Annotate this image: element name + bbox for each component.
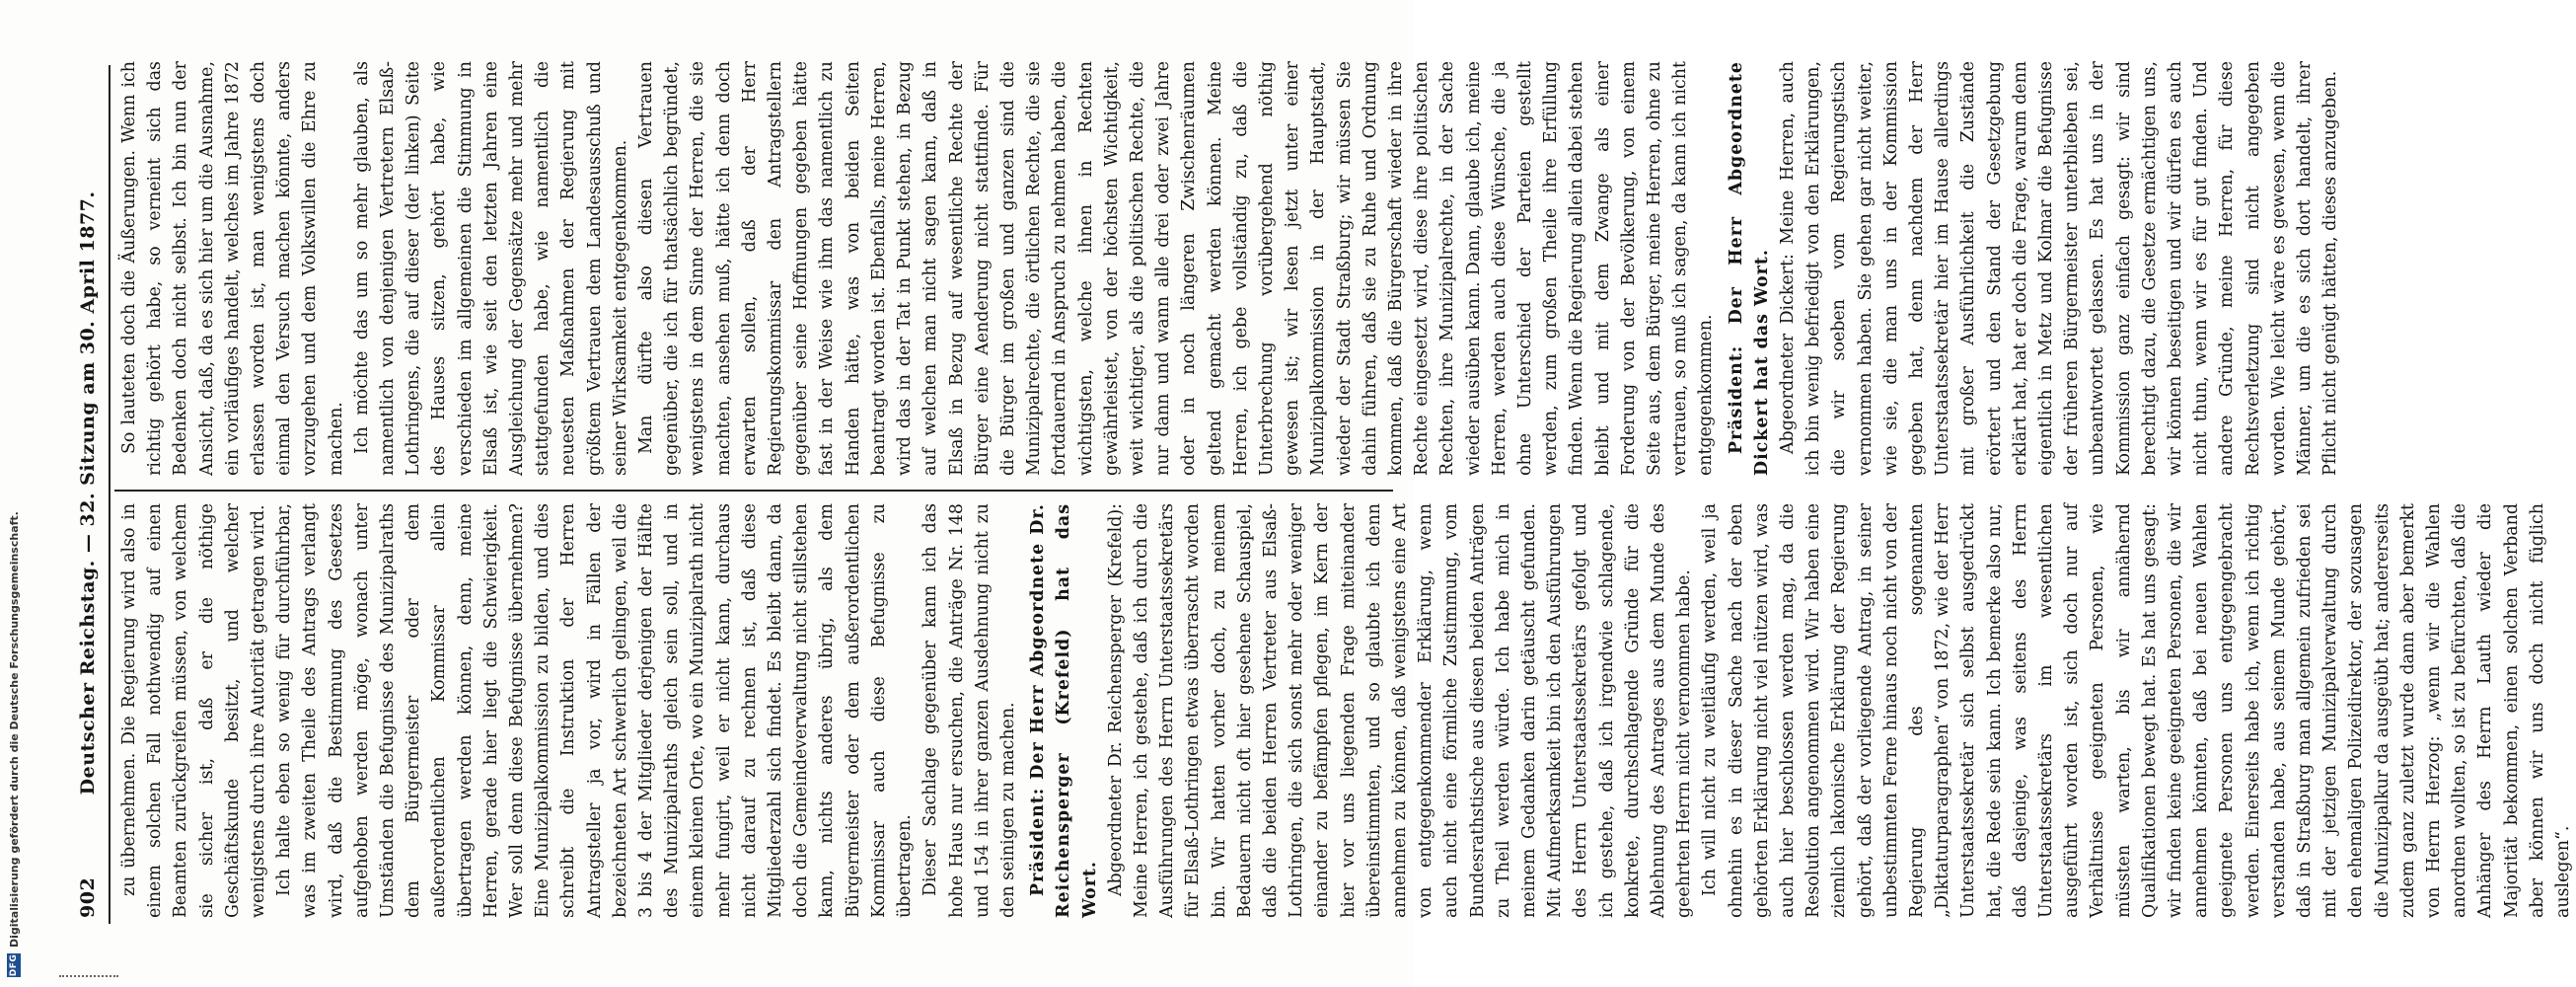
paragraph: Man dürfte also diesen Vertrauen gegenüber, die ich für thatsächlich begründet, wenigstens in dem Sinne der Herren, die sie machten, ansehen muß, hätte ich denn doch erwarten sollen, daß der Herr Regierungskommissar den Antragstellern gegenüber seine Hoffnungen gegeben hätte fast in der Weise wie ihm das namentlich zu Handen hätte, was von beiden Seiten beantragt worden ist. Ebenfalls, meine Herren, wird das in der Tat in Punkt stehen, in Bezug auf welchen man nicht sagen kann, daß in Elsaß in Bezug auf wesentliche Rechte der Bürger eine Aenderung nicht stattfinde. Für die Bürger im großen und ganzen sind die Munizipalrechte, die örtlichen Rechte, die sie fortdauernd in Anspruch zu nehmen haben, die wichtigsten, welche ihnen in Rechten gewährleistet, von der höchsten Wichtigkeit, weit wichtiger, als die politischen Rechte, die nur dann und wann alle drei oder zwei Jahre oder in noch längeren Zwischenräumen geltend gemacht werden können. Meine Herren, ich gebe vollständig zu, daß die Unterbrechung vorübergehend nöthig gewesen ist; wir lesen jetzt unter einer Munizipalkommission in der Hauptstadt, wieder der Stadt Straßburg; wir müssen Sie dahin führen, daß sie zu Ruhe und Ordnung kommen, daß die Bürgerschaft wieder in ihre Rechte eingesetzt wird, diese ihre politischen Rechten, ihre Munizipalrechte, in der Sache wieder ausüben kann. Dann, glaube ich, meine Herren, werden auch diese Wünsche, die ja ohne Unterschied der Parteien gestellt werden, zum großen Theile ihre Erfüllung finden. Wenn die Regierung allein dabei stehen bleibt und mit dem Zwange als einer Forderung von der Bevölkerung, von einem Seite aus, dem Bürger, meine Herren, ohne zu vertrauen, so muß ich sagen, da kann ich nicht entgegenkommen.	[636, 61, 1717, 476]
page-number: 902	[77, 876, 99, 918]
speaker-paragraph: Präsident: Der Herr Abgeordnete Dickert hat das Wort.	[1726, 61, 1772, 476]
running-head	[71, 69, 105, 918]
rotated-page-content	[69, 49, 2574, 938]
page-header-title: Deutscher Reichstag. — 32. Sitzung am 30. April 1877.	[77, 190, 99, 796]
paragraph: Dieser Sachlage gegenüber kann ich das hohe Haus nur ersuchen, die Anträge Nr. 148 und 154 in ihrer ganzen Ausdehnung nicht zu den seinigen zu machen.	[920, 503, 1018, 918]
paragraph: Abgeordneter Dr. Reichensperger (Krefeld): Meine Herren, ich gestehe, daß ich durch die Ausführungen des Herrn Unterstaatssekretärs für Elsaß-Lothringen etwas überrascht worden bin. Wir hatten vorher doch, zu meinem Bedauern nicht oft hier gesehene Schauspiel, daß die beiden Herren Vertreter aus Elsaß-Lothringen, die sich sonst mehr oder weniger einander zu befämpfen pflegen, im Kern der hier vor uns liegenden Frage miteinander übereinstimmten, und so glaubte ich denn annehmen zu können, daß wenigstens eine Art von entgegenkommender Erklärung, wenn auch nicht eine förmliche Zustimmung, vom Bundesrathstische aus diesen beiden Anträgen zu Theil werden würde. Ich habe mich in meinem Gedanken darin getäuscht gefunden. Mit Aufmerksamkeit bin ich den Ausführungen des Herrn Unterstaatssekretärs gefolgt und ich gestehe, daß ich irgendwie schlagende, konkrete, durchschlagende Gründe für die Ablehnung des Antrages aus dem Munde des geehrten Herrn nicht vernommen habe.	[1105, 503, 1695, 918]
dfg-logo-icon: DFG	[9, 953, 19, 977]
paragraph: Abgeordneter Dickert: Meine Herren, auch ich bin wenig befriedigt von den Erklärungen, die wir soeben vom Regierungstisch vernommen haben. Sie gehen gar nicht weiter, wie sie, die man uns in der Kommission gegeben hat, denn nachdem der Herr Unterstaatssekretär hier im Hause allerdings mit großer Ausführlichkeit die Zustände erörtert und den Stand der Gesetzgebung erklärt hat, hat er doch die Frage, warum denn eigentlich in Metz und Kolmar die Befugnisse der früheren Bürgermeister unterblieben sei, unbeantwortet gelassen. Es hat uns in der Kommission ganz einfach gesagt: wir sind berechtigt dazu, die Gesetze ermächtigen uns, wir können beseitigen und wir dürfen es auch nicht thun, wenn wir es für gut finden. Und andere Gründe, meine Herren, für diese Rechtsverletzung sind nicht angegeben worden. Wie leicht wäre es gewesen, wenn die Männer, um die es sich dort handelt, ihrer Pflicht nicht genügt hätten, dieses anzugeben.	[1778, 61, 2341, 476]
header-rule	[109, 65, 110, 924]
paragraph: Ich möchte das um so mehr glauben, als namentlich von denjenigen Vertretern Elsaß-Lothringens, die auf dieser (der linken) Seite des Hauses sitzen, gehört habe, wie verschieden im allgemeinen die Stimmung in Elsaß ist, wie seit den letzten Jahren eine Ausgleichung der Gegensätze mehr und mehr stattgefunden habe, wie namentlich die neuesten Maßnahmen der Regierung mit größtem Vertrauen dem Landesausschuß und seiner Wirksamkeit entgegenkommen.	[351, 61, 630, 476]
text-column-left	[116, 503, 2574, 918]
paragraph: So lauteten doch die Äußerungen. Wenn ich richtig gehört habe, so verneint sich das Bedenken doch nicht selbst. Ich bin nun der Ansicht, daß, da es sich hier um die Ausnahme, ein vorläufiges handelt, welches im Jahre 1872 erlassen worden ist, man wenigstens doch einmal den Versuch machen könnte, anders vorzugehen und dem Volkswillen die Ehre zu machen.	[119, 61, 346, 476]
credit-text: Digitalisierung gefördert durch die Deutsche Forschungsgemeinschaft.	[7, 511, 21, 948]
text-column-right	[116, 61, 2341, 476]
paragraph: Ich halte eben so wenig für durchführbar, was im zweiten Theile des Antrags verlangt wird, daß die Bestimmung des Gesetzes aufgehoben werden möge, wonach unter Umständen die Befugnisse des Munizipalraths dem Bürgermeister oder dem außerordentlichen Kommissar allein übertragen werden können, denn, meine Herren, gerade hier liegt die Schwierigkeit. Wer soll denn diese Befugnisse übernehmen? Eine Munizipalkommission zu bilden, und dies schreibt die Instruktion der Herren Antragsteller ja vor, wird in Fällen der bezeichneten Art schwerlich gelingen, weil die 3 bis 4 der Mitglieder derjenigen der Hälfte des Munizipalraths gleich sein soll, und in einem kleinen Orte, wo ein Munizipalrath nicht mehr fungirt, weil er nicht kann, durchaus nicht darauf zu rechnen ist, daß diese Mitgliederzahl sich findet. Es bleibt dann, da doch die Gemeindeverwaltung nicht stillstehen kann, nichts anderes übrig, als dem Bürgermeister oder dem außerordentlichen Kommissar auch diese Befugnisse zu übertragen.	[274, 503, 916, 918]
newspaper-page	[69, 49, 2574, 938]
paragraph: Ich will nicht zu weitläufig werden, weil ja ohnehin es in dieser Sache nach der eben gehörten Erklärung nicht viel nützen wird, was auch hier beschlossen werden mag, da die Resolution angenommen wird. Wir haben eine ziemlich lakonische Erklärung der Regierung gehört, daß der vorliegende Antrag, in seiner unbestimmten Ferne hinaus noch nicht von der Regierung des sogenannten „Diktaturparagraphen“ von 1872, wie der Herr Unterstaatssekretär sich selbst ausgedrückt hat, die Rede sein kann. Ich bemerke also nur, daß dasjenige, was seitens des Herrn Unterstaatssekretärs im wesentlichen ausgeführt worden ist, sich doch nur auf Verhältnisse geeigneten Personen, wie müssten warten, bis wir annähernd Qualifikationen bewegt hat. Es hat uns gesagt: wir finden keine geeigneten Personen, die wir annehmen könnten, daß bei neuen Wahlen geeignete Personen uns entgegengebracht werden. Einerseits habe ich, wenn ich richtig verstanden habe, aus seinem Munde gehört, daß in Straßburg man allgemein zufrieden sei mit der jetzigen Munizipalverwaltung durch den ehemaligen Polizeidirektor, der sozusagen die Munizipalkur da ausgeübt hat; andererseits zudem ganz zuletzt wurde dann aber bemerkt von Herrn Herzog: „wenn wir die Wahlen anordnen wollten, so ist zu befürchten, daß die Anhänger des Herrn Lauth wieder die Majorität bekommen, einen solchen Verband aber können wir uns doch nicht füglich auslegen“.	[1700, 503, 2574, 918]
paragraph: zu übernehmen. Die Regierung wird also in einem solchen Fall nothwendig auf einen Beamten zurückgreifen müssen, von welchem sie sicher ist, daß er die nöthige Geschäftskunde besitzt, und welcher wenigstens durch ihre Autorität getragen wird.	[119, 503, 269, 918]
digitization-credit	[0, 0, 24, 987]
column-rule	[114, 490, 1393, 492]
scan-edge-mark	[59, 975, 118, 980]
speaker-paragraph: Präsident: Der Herr Abgeordnete Dr. Reichensperger (Krefeld) hat das Wort.	[1028, 503, 1100, 918]
